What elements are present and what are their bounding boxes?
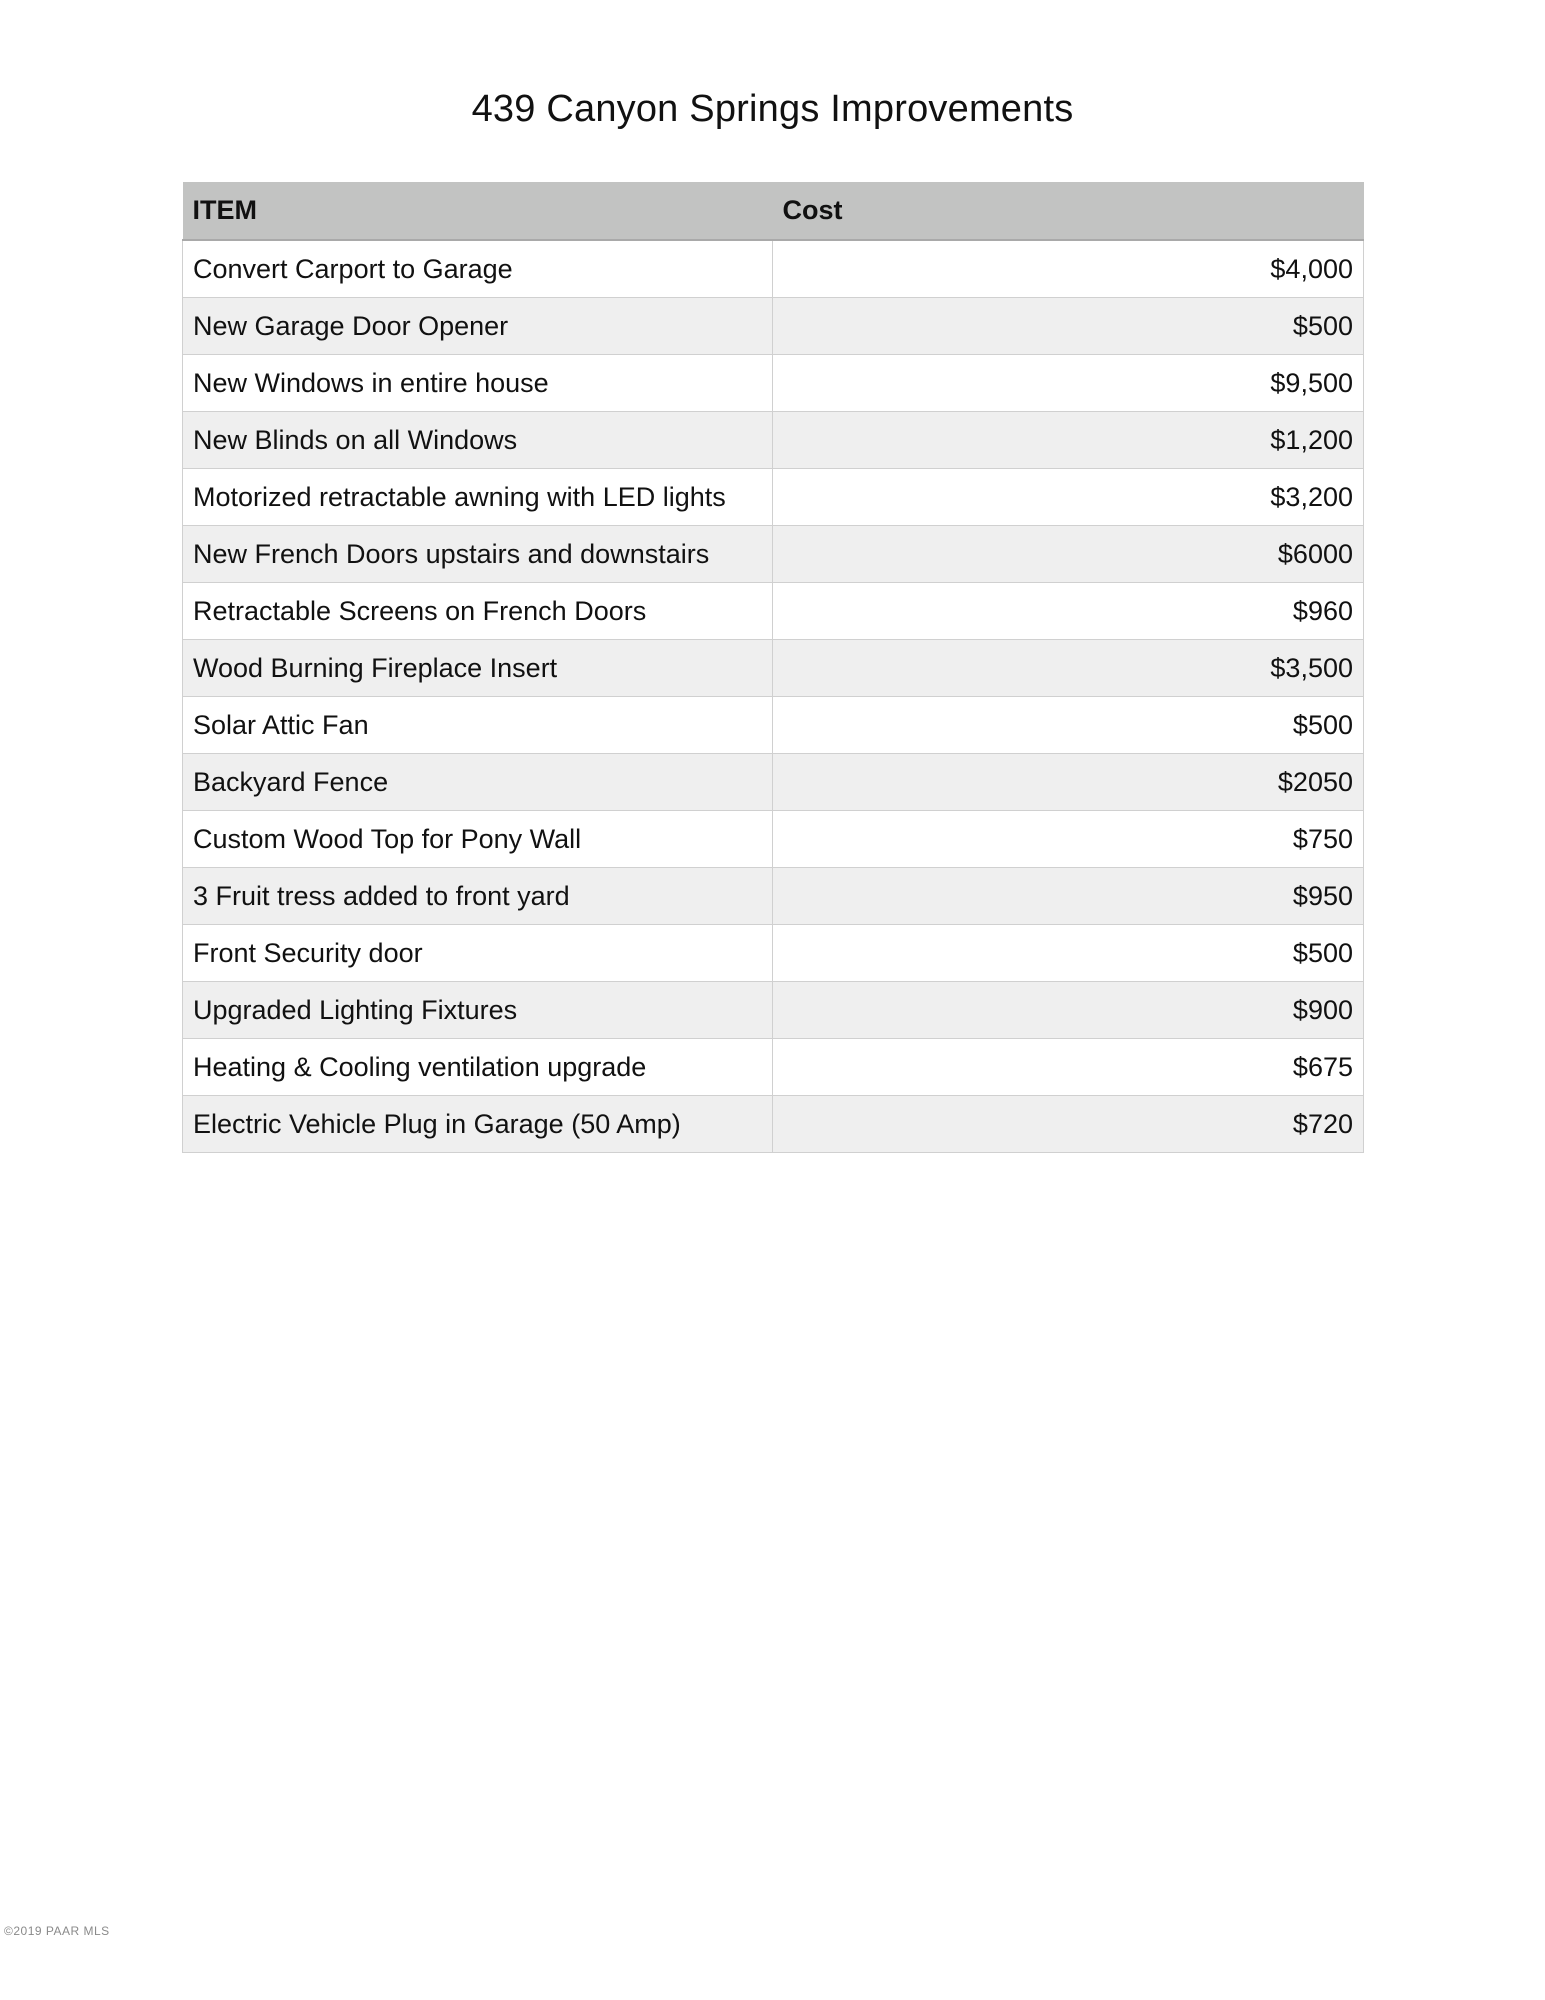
cost-cell: $2050 xyxy=(773,754,1364,811)
mls-watermark: ©2019 PAAR MLS xyxy=(4,1924,110,1938)
cost-cell: $4,000 xyxy=(773,240,1364,298)
item-cell: New Windows in entire house xyxy=(183,355,773,412)
item-cell: New Blinds on all Windows xyxy=(183,412,773,469)
improvements-table xyxy=(182,182,1364,1153)
item-cell: Heating & Cooling ventilation upgrade xyxy=(183,1039,773,1096)
table-row xyxy=(183,240,1364,298)
cost-cell: $3,200 xyxy=(773,469,1364,526)
cost-cell: $3,500 xyxy=(773,640,1364,697)
cost-cell: $960 xyxy=(773,583,1364,640)
table-row xyxy=(183,526,1364,583)
cost-cell: $720 xyxy=(773,1096,1364,1153)
table-row xyxy=(183,697,1364,754)
cost-cell: $500 xyxy=(773,298,1364,355)
item-cell: Electric Vehicle Plug in Garage (50 Amp) xyxy=(183,1096,773,1153)
table-row xyxy=(183,982,1364,1039)
cost-cell: $6000 xyxy=(773,526,1364,583)
item-cell: Solar Attic Fan xyxy=(183,697,773,754)
table-row xyxy=(183,1096,1364,1153)
table-row xyxy=(183,412,1364,469)
item-cell: 3 Fruit tress added to front yard xyxy=(183,868,773,925)
table-row xyxy=(183,469,1364,526)
item-cell: Upgraded Lighting Fixtures xyxy=(183,982,773,1039)
header-row xyxy=(183,182,1364,240)
item-cell: New French Doors upstairs and downstairs xyxy=(183,526,773,583)
page-title: 439 Canyon Springs Improvements xyxy=(471,88,1074,130)
cost-cell: $9,500 xyxy=(773,355,1364,412)
table-row xyxy=(183,868,1364,925)
table-row xyxy=(183,640,1364,697)
item-cell: New Garage Door Opener xyxy=(183,298,773,355)
cost-cell: $950 xyxy=(773,868,1364,925)
header-cost: Cost xyxy=(773,182,1364,240)
item-cell: Front Security door xyxy=(183,925,773,982)
item-cell: Motorized retractable awning with LED lights xyxy=(183,469,773,526)
item-cell: Retractable Screens on French Doors xyxy=(183,583,773,640)
table-row xyxy=(183,811,1364,868)
table-row xyxy=(183,583,1364,640)
cost-cell: $500 xyxy=(773,925,1364,982)
table-body xyxy=(183,240,1364,1153)
cost-cell: $675 xyxy=(773,1039,1364,1096)
table-row xyxy=(183,754,1364,811)
cost-cell: $750 xyxy=(773,811,1364,868)
table-row xyxy=(183,1039,1364,1096)
table-row xyxy=(183,355,1364,412)
header-item: ITEM xyxy=(183,182,773,240)
improvements-table-container xyxy=(182,182,1363,1153)
cost-cell: $900 xyxy=(773,982,1364,1039)
item-cell: Custom Wood Top for Pony Wall xyxy=(183,811,773,868)
cost-cell: $500 xyxy=(773,697,1364,754)
table-header xyxy=(183,182,1364,240)
table-row xyxy=(183,925,1364,982)
table-row xyxy=(183,298,1364,355)
item-cell: Convert Carport to Garage xyxy=(183,240,773,298)
cost-cell: $1,200 xyxy=(773,412,1364,469)
item-cell: Wood Burning Fireplace Insert xyxy=(183,640,773,697)
item-cell: Backyard Fence xyxy=(183,754,773,811)
